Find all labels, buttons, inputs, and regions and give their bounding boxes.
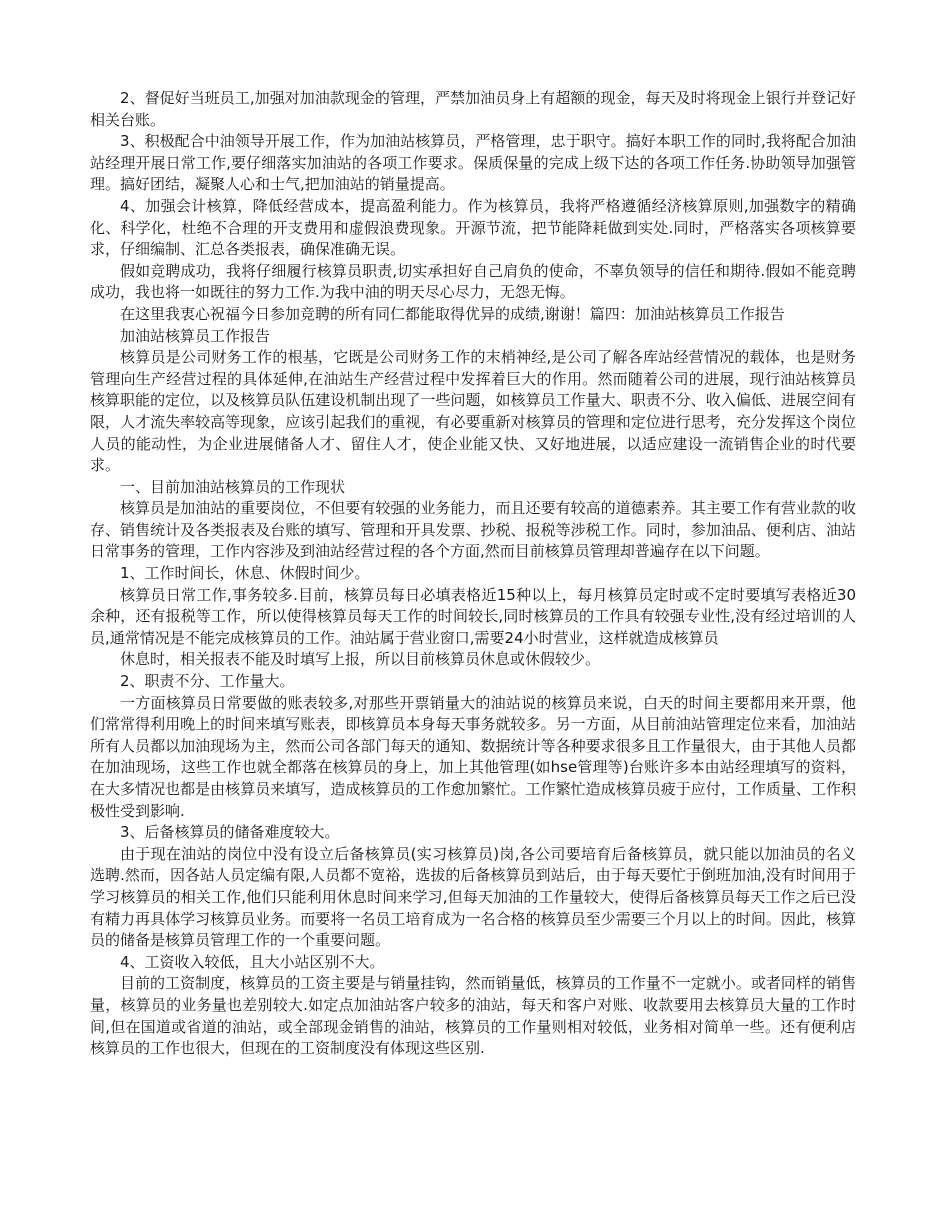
section-title: 加油站核算员工作报告 bbox=[120, 326, 271, 345]
subsection-heading: 1、工作时间长，休息、休假时间少。 bbox=[120, 564, 370, 583]
section-heading: 一、目前加油站核算员的工作现状 bbox=[120, 477, 346, 496]
paragraph: 4、加强会计核算，降低经营成本，提高盈利能力。作为核算员，我将严格遵循经济核算原则,加强数字的精确化、科学化，杜绝不合理的开支费用和虚假浪费现象。开源节流，把节能降耗做到实处.同时，严格落实各项核算要求，仔细编制、汇总各类报表，确保准确无误。 bbox=[90, 196, 856, 259]
paragraph: 一方面核算员日常要做的账表较多,对那些开票销量大的油站说的核算员来说，白天的时间主要都用来开票，他们常常得利用晚上的时间来填写账表，即核算员本身每天事务就较多。另一方面，从目前油站管理定位来看，加油站所有人员都以加油现场为主，然而公司各部门每天的通知、数据统计等各种要求很多且工作量很大，由于其他人员都在加油现场，这些工作也就全都落在核算员的身上，加上其他管理(如hse管理等)台账许多本由站经理填写的资料，在大多情况也都是由核算员来填写，造成核算员的工作愈加繁忙。工作繁忙造成核算员疲于应付，工作质量、工作积极性受到影响. bbox=[90, 693, 856, 820]
subsection-heading: 2、职责不分、工作量大。 bbox=[120, 672, 295, 691]
subsection-heading: 3、后备核算员的储备难度较大。 bbox=[120, 823, 340, 842]
document-body bbox=[90, 88, 856, 1060]
paragraph: 3、积极配合中油领导开展工作，作为加油站核算员，严格管理，忠于职守。搞好本职工作的同时,我将配合加油站经理开展日常工作,要仔细落实加油站的各项工作要求。保质保量的完成上级下达的各项工作任务.协助领导加强管理。搞好团结，凝聚人心和士气,把加油站的销量提高。 bbox=[90, 132, 856, 194]
paragraph: 核算员是公司财务工作的根基，它既是公司财务工作的末梢神经,是公司了解各库站经营情况的载体，也是财务管理向生产经营过程的具体延伸,在油站生产经营过程中发挥着巨大的作用。然而随着公司的进展，现行油站核算员核算职能的定位，以及核算员队伍建设机制出现了一些问题，如核算员工作量大、职责不分、收入偏低、进展空间有限，人才流失率较高等现象，应该引起我们的重视，有必要重新对核算员的管理和定位进行思考，充分发挥这个岗位人员的能动性，为企业进展储备人才、留住人才，使企业能又快、又好地进展，以适应建设一流销售企业的时代要求。 bbox=[90, 348, 856, 475]
paragraph: 核算员日常工作,事务较多.目前，核算员每日必填表格近15种以上，每月核算员定时或不定时要填写表格近30余种，还有报税等工作，所以使得核算员每天工作的时间较长,同时核算员的工作具有较强专业性,没有经过培训的人员,通常情况是不能完成核算员的工作。油站属于营业窗口,需要24小时营业，这样就造成核算员 bbox=[90, 585, 856, 647]
subsection-heading: 4、工资收入较低，且大小站区别不大。 bbox=[120, 952, 385, 971]
paragraph: 在这里我衷心祝福今日参加竞聘的所有同仁都能取得优异的成绩,谢谢！篇四：加油站核算员工作报告 bbox=[120, 304, 785, 323]
paragraph: 休息时，相关报表不能及时填写上报，所以目前核算员休息或休假较少。 bbox=[120, 650, 601, 669]
paragraph: 由于现在油站的岗位中没有设立后备核算员(实习核算员)岗,各公司要培育后备核算员，就只能以加油员的名义选聘.然而，因各站人员定编有限,人员都不宽裕，选拔的后备核算员到站后，由于每天要忙于倒班加油,没有时间用于学习核算员的相关工作,他们只能利用休息时间来学习,但每天加油的工作量较大，使得后备核算员每天工作之后已没有精力再具体学习核算员业务。而要将一名员工培育成为一名合格的核算员至少需要三个月以上的时间。因此，核算员的储备是核算员管理工作的一个重要问题。 bbox=[90, 844, 856, 950]
paragraph: 目前的工资制度，核算员的工资主要是与销量挂钩，然而销量低，核算员的工作量不一定就小。或者同样的销售量，核算员的业务量也差别较大.如定点加油站客户较多的油站，每天和客户对账、收款要用去核算员大量的工作时间,但在国道或省道的油站，或全部现金销售的油站，核算员的工作量则相对较低，业务相对简单一些。还有便利店核算员的工作也很大，但现在的工资制度没有体现这些区别. bbox=[90, 974, 856, 1058]
paragraph: 核算员是加油站的重要岗位，不但要有较强的业务能力，而且还要有较高的道德素养。其主要工作有营业款的收存、销售统计及各类报表及台账的填写、管理和开具发票、抄税、报税等涉税工作。同时，参加油品、便利店、油站日常事务的管理，工作内容涉及到油站经营过程的各个方面,然而目前核算员管理却普遍存在以下问题。 bbox=[90, 499, 856, 561]
paragraph: 假如竞聘成功，我将仔细履行核算员职责,切实承担好自己肩负的使命，不辜负领导的信任和期待.假如不能竞聘成功，我也将一如既往的努力工作.为我中油的明天尽心尽力，无怨无悔。 bbox=[90, 261, 856, 302]
paragraph: 2、督促好当班员工,加强对加油款现金的管理，严禁加油员身上有超额的现金，每天及时将现金上银行并登记好相关台账。 bbox=[90, 89, 856, 129]
